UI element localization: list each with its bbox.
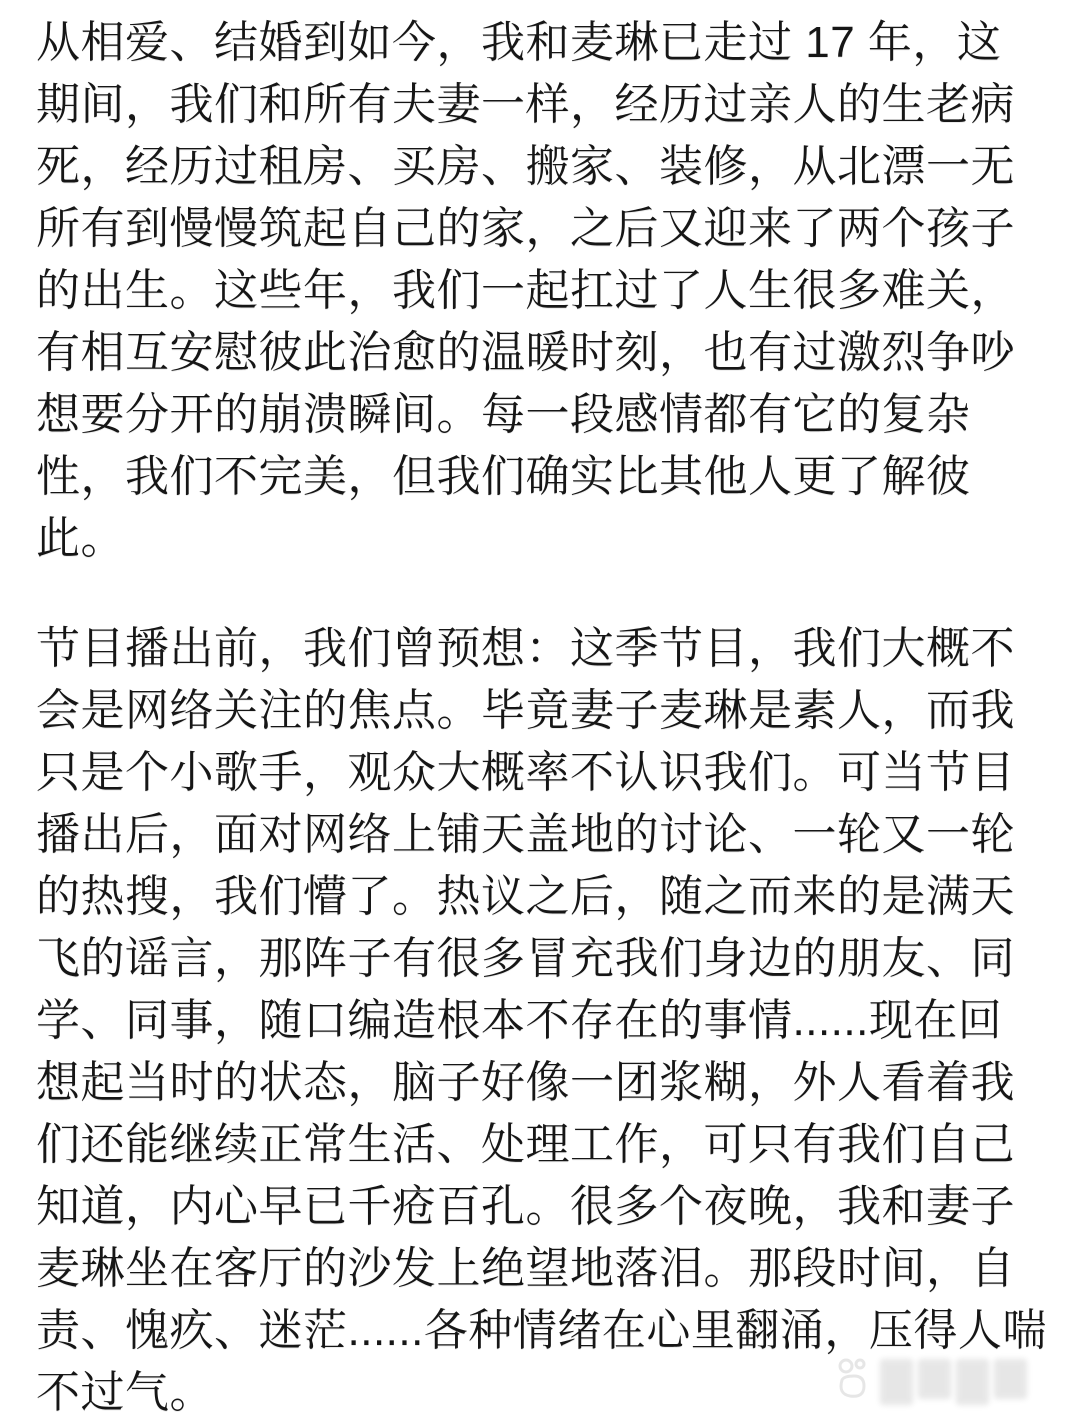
text-line: 此。 <box>36 514 125 563</box>
paragraph-2 <box>36 618 1059 1424</box>
text-line: 期间，我们和所有夫妻一样，经历过亲人的生老病 <box>36 80 1015 129</box>
watermark-text-blur <box>880 1359 1027 1405</box>
paragraph-1 <box>36 12 1059 570</box>
text-line: 有相互安慰彼此治愈的温暖时刻，也有过激烈争吵 <box>36 328 1015 377</box>
text-line: 性，我们不完美，但我们确实比其他人更了解彼 <box>36 452 971 501</box>
text-line: 的出生。这些年，我们一起扛过了人生很多难关， <box>36 266 1015 315</box>
text-line: 学、同事，随口编造根本不存在的事情......现在回 <box>36 996 1003 1045</box>
text-line: 从相爱、结婚到如今，我和麦琳已走过 17 年，这 <box>36 18 1002 67</box>
text-line: 的热搜，我们懵了。热议之后，随之而来的是满天 <box>36 872 1015 921</box>
text-line: 所有到慢慢筑起自己的家，之后又迎来了两个孩子 <box>36 204 1015 253</box>
text-line: 们还能继续正常生活、处理工作，可只有我们自己 <box>36 1120 1015 1169</box>
text-line: 飞的谣言，那阵子有很多冒充我们身边的朋友、同 <box>36 934 1015 983</box>
text-line: 责、愧疚、迷茫......各种情绪在心里翻涌，压得人喘 <box>36 1306 1047 1355</box>
text-line: 知道，内心早已千疮百孔。很多个夜晚，我和妻子 <box>36 1182 1015 1231</box>
text-line: 只是个小歌手，观众大概率不认识我们。可当节目 <box>36 748 1015 797</box>
weibo-logo-icon <box>836 1356 876 1408</box>
text-line: 麦琳坐在客厅的沙发上绝望地落泪。那段时间，自 <box>36 1244 1015 1293</box>
text-line: 不过气。 <box>36 1368 214 1417</box>
text-line: 死，经历过租房、买房、搬家、装修，从北漂一无 <box>36 142 1015 191</box>
text-line: 播出后，面对网络上铺天盖地的讨论、一轮又一轮 <box>36 810 1015 859</box>
text-line: 会是网络关注的焦点。毕竟妻子麦琳是素人，而我 <box>36 686 1015 735</box>
text-line: 节目播出前，我们曾预想：这季节目，我们大概不 <box>36 624 1015 673</box>
text-line: 想要分开的崩溃瞬间。每一段感情都有它的复杂 <box>36 390 971 439</box>
text-line: 想起当时的状态，脑子好像一团浆糊，外人看着我 <box>36 1058 1015 1107</box>
weibo-watermark <box>836 1352 1012 1412</box>
article-text <box>36 12 1059 1424</box>
